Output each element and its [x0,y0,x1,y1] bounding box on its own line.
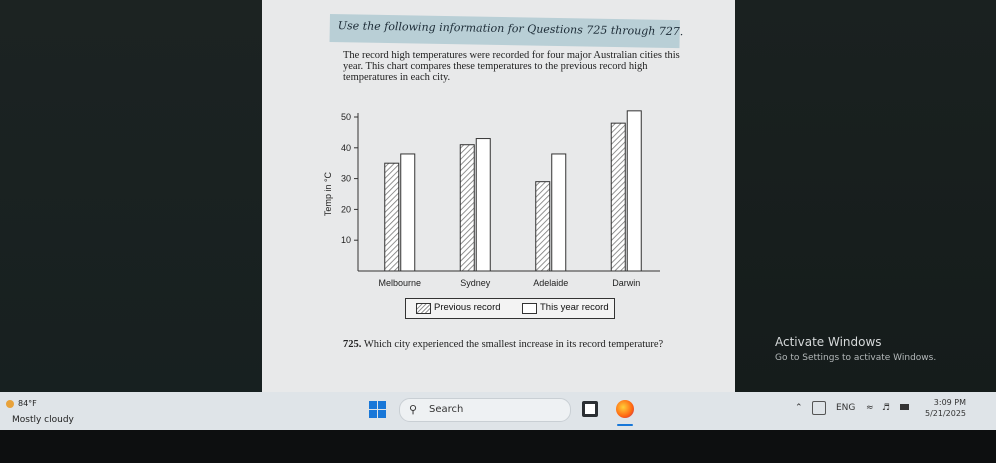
y-tick-label: 30 [340,173,351,184]
y-tick-label: 20 [340,204,351,215]
firefox-icon[interactable] [616,400,634,418]
language-indicator[interactable]: ENG [836,403,856,413]
clock-date: 5/21/2025 [925,409,967,418]
x-tick-label-sydney: Sydney [460,278,491,288]
start-button[interactable] [369,401,386,418]
activate-windows-watermark [775,335,936,363]
weather-condition: Mostly cloudy [12,415,74,425]
monitor-bezel [0,430,996,463]
x-tick-label-darwin: Darwin [612,278,641,288]
bar-sydney-current [476,139,490,271]
taskbar-app-icon[interactable] [582,401,598,417]
clock-time: 3:09 PM [933,398,967,407]
intro-paragraph: The record high temperatures were recorded for four major Australian cities this year. This chart compares these temperatures to the previous record high temperatures in each city. [343,50,680,83]
bar-darwin-current [627,111,641,271]
taskbar-clock[interactable] [925,397,966,419]
search-placeholder: Search [429,404,464,415]
temperature-bar-chart [305,105,675,290]
windows-logo-icon [369,401,377,409]
y-tick-label: 40 [340,142,351,153]
y-axis-label: Temp in °C [323,171,333,217]
instruction-text: Use the following information for Questions 725 through 727. [337,19,684,39]
legend-swatch-current [522,303,537,314]
tray-app-icon[interactable] [812,401,826,415]
y-tick-label: 10 [340,235,351,246]
activate-title: Activate Windows [775,335,882,349]
legend-swatch-previous [416,303,431,314]
bar-melbourne-current [401,154,415,271]
active-app-indicator [617,424,633,426]
legend-label-current: This year record [540,302,609,313]
y-tick-label: 50 [340,112,351,122]
monitor-background-right [735,0,996,392]
weather-temperature: 84°F [18,399,37,408]
wifi-icon[interactable]: ≈ [866,403,874,413]
question-725 [343,338,703,351]
tray-overflow-chevron-icon[interactable]: ⌃ [795,403,803,413]
bar-darwin-previous [611,123,625,271]
chart-legend [405,298,615,319]
volume-icon[interactable]: ♬ [882,403,891,413]
battery-icon[interactable] [900,404,909,410]
legend-label-previous: Previous record [434,302,501,313]
bar-adelaide-current [552,154,566,271]
x-tick-label-adelaide: Adelaide [533,278,569,288]
weather-icon [6,400,14,408]
monitor-background-left [0,0,262,392]
search-icon: ⚲ [409,403,418,416]
bar-melbourne-previous [385,163,399,271]
question-number: 725. [343,339,362,350]
question-text: Which city experienced the smallest increase in its record temperature? [363,339,664,350]
activate-subtitle: Go to Settings to activate Windows. [775,353,937,363]
bar-adelaide-previous [536,182,550,271]
taskbar-search-box[interactable] [399,398,571,422]
bar-sydney-previous [460,145,474,271]
x-tick-label-melbourne: Melbourne [378,278,422,288]
